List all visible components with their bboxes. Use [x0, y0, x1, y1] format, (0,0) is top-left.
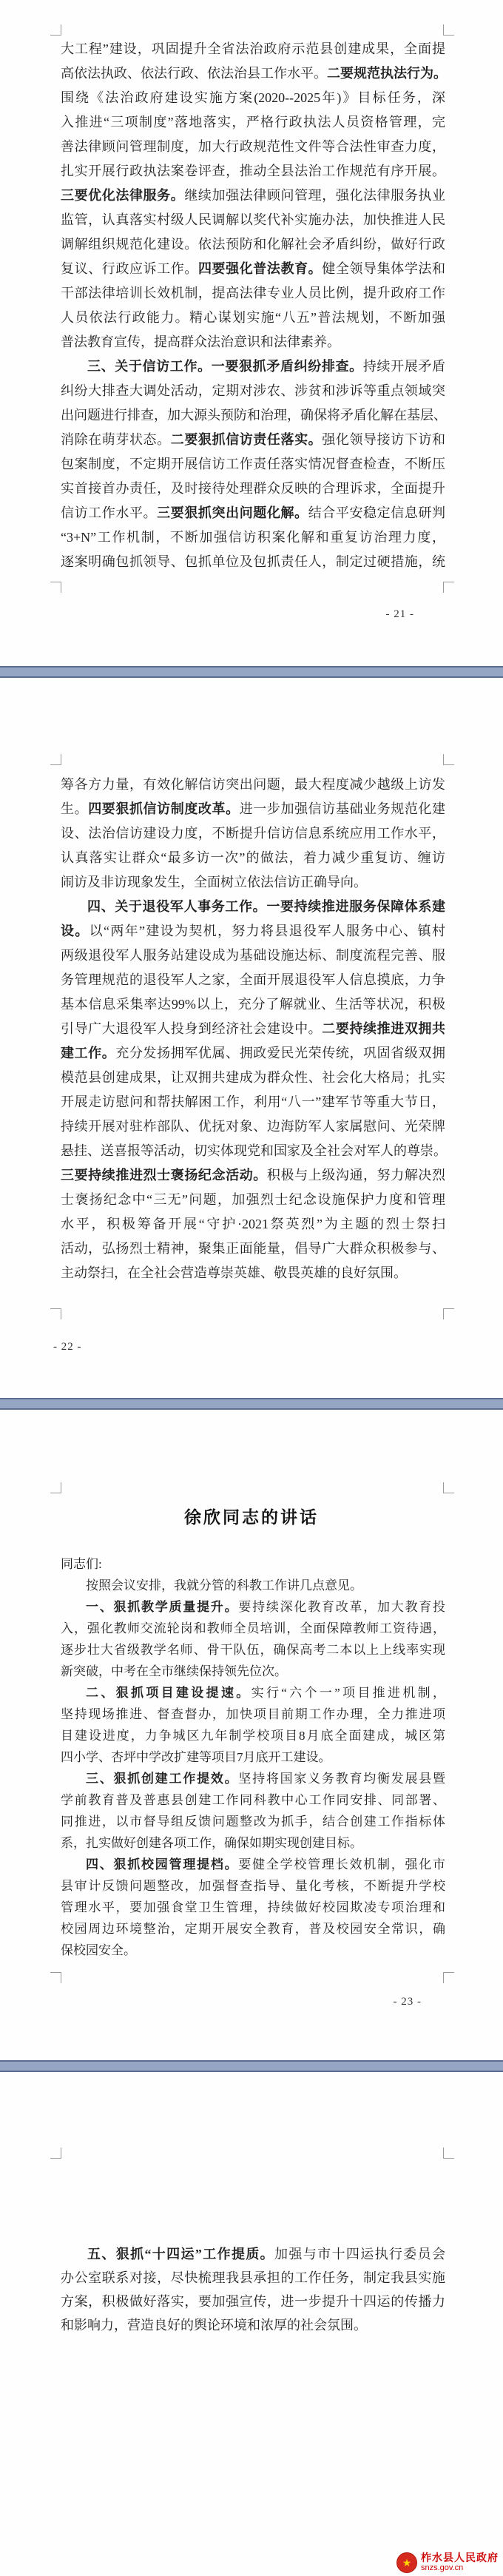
margin-corner-mark — [443, 754, 454, 765]
bold-heading-run: 二要持续推进双拥共 — [322, 1021, 446, 1036]
text-run: 和影响力，营造良好的舆论环境和浓厚的社会氛围。 — [61, 2318, 367, 2333]
speech-title: 徐欣同志的讲话 — [184, 1508, 319, 1527]
text-line — [61, 944, 445, 968]
site-watermark — [396, 2552, 499, 2573]
text-run: 活动，弘扬烈士精神，聚集正面能量，倡导广大群众积极参与、 — [61, 1241, 445, 1256]
bold-heading-run: 三、关于信访工作。一要狠抓矛盾纠纷排查。 — [87, 359, 363, 374]
text-run: 学前教育普及普惠县创建工作同科教中心工作同安排、同部署、 — [61, 1793, 445, 1807]
text-line — [61, 1596, 445, 1618]
text-run: 纠纷大排查大调处活动，定期对涉农、涉贫和涉诉等重点领域突 — [61, 383, 445, 398]
text-run: 两级退役军人服务站建设成为基础设施达标、制度流程完善、服 — [61, 948, 445, 963]
text-block — [61, 37, 445, 574]
text-line — [61, 232, 445, 257]
text-run: 务管理规范的退役军人之家，全面开展退役军人信息摸底，力争 — [61, 972, 445, 987]
text-run: 出问题进行排查，加大源头预防和治理，确保将矛盾化解在基层、 — [61, 408, 447, 423]
margin-corner-mark — [50, 1308, 61, 1319]
text-run: 生。 — [61, 801, 89, 816]
margin-corner-mark — [50, 582, 61, 593]
text-run: 办公室联系对接，尽快梳理我县承担的工作任务，制定我县实施 — [61, 2270, 445, 2285]
text-run: 消除在萌芽状态。 — [61, 432, 171, 447]
text-line — [61, 1618, 445, 1639]
text-line — [61, 1163, 445, 1188]
margin-corner-mark — [443, 582, 454, 593]
text-run: 信访工作水平。 — [61, 505, 158, 520]
page-separator — [0, 2060, 503, 2072]
text-run: 围绕《法治政府建设实施方案(2020--2025年)》目标任务，深 — [61, 90, 445, 105]
text-line — [61, 477, 445, 501]
margin-corner-mark — [443, 1972, 454, 1983]
page-number: - 23 - — [393, 1996, 422, 2008]
text-line — [61, 403, 445, 428]
text-run: 同推进，以市督导组反馈问题整改为抓手，结合创建工作指标体 — [61, 1815, 445, 1829]
text-line — [61, 1237, 445, 1261]
bold-heading-run: 一、狠抓教学质量提升。 — [86, 1600, 239, 1614]
text-line — [61, 379, 445, 403]
text-run: 坚持将国家义务教育均衡发展县暨 — [238, 1772, 446, 1786]
text-line — [61, 1017, 445, 1041]
page-separator — [0, 1398, 503, 1410]
text-run: 强化领导接访下访和 — [322, 432, 446, 447]
text-run: 县审计反馈问题整改，加强督查指导、量化考核，不断提升学校 — [61, 1879, 445, 1893]
text-line — [61, 1066, 445, 1090]
text-line — [61, 135, 445, 159]
text-line — [61, 1212, 445, 1237]
text-line — [61, 1575, 445, 1596]
text-run: 新突破，中考在全市继续保持领先位次。 — [61, 1664, 287, 1678]
margin-corner-mark — [443, 2148, 454, 2159]
text-line — [61, 550, 445, 574]
text-run: 系，扎实做好创建各项工作，确保如期实现创建目标。 — [61, 1836, 362, 1850]
margin-corner-mark — [50, 1482, 61, 1493]
document-page-22 — [0, 678, 503, 1398]
text-block — [61, 2242, 445, 2337]
text-line — [61, 1875, 445, 1897]
text-line — [61, 1188, 445, 1212]
text-run: 基本信息采集率达99%以上，充分了解就业、生活等状况，积极 — [61, 997, 445, 1012]
text-line — [61, 281, 445, 306]
margin-corner-mark — [50, 24, 61, 36]
text-run: 持续开展对驻柞部队、优抚对象、边海防军人家属慰问、光荣牌 — [61, 1119, 445, 1134]
margin-corner-mark — [50, 2148, 61, 2159]
text-line — [61, 870, 445, 895]
text-line — [61, 330, 445, 354]
text-run: 调解组织规范化建设。依法预防和化解社会矛盾纠纷，做好行政 — [61, 237, 445, 252]
document-page-21 — [0, 0, 503, 666]
bold-heading-run: 三要持续推进烈士褒扬纪念活动。 — [61, 1168, 267, 1183]
text-run: 闹访及非访现象发生，全面树立依法信访正确导向。 — [61, 875, 367, 890]
text-run: 校园周边环境整治，定期开展安全教育，普及校园安全常识，确 — [61, 1922, 445, 1936]
bold-heading-run: 三要优化法律服务。 — [61, 188, 185, 203]
text-run: 按照会议安排，我就分管的科教工作讲几点意见。 — [86, 1578, 362, 1593]
text-line — [61, 1940, 445, 1961]
text-run: 充分发扬拥军优属、拥政爱民光荣传统，巩固省级双拥 — [115, 1046, 446, 1060]
text-line — [61, 501, 445, 525]
text-run: 悬挂、送喜报等活动，切实体现党和国家及全社会对军人的尊崇。 — [61, 1143, 447, 1158]
text-line — [61, 2290, 445, 2313]
page-separator — [0, 666, 503, 678]
text-line — [61, 61, 445, 86]
text-line — [61, 821, 445, 846]
text-line — [61, 1854, 445, 1875]
bold-heading-run: 建工作。 — [61, 1046, 116, 1060]
text-line — [61, 919, 445, 944]
text-run: 管理水平，要加强食堂卫生管理，持续做好校园欺凌专项治理和 — [61, 1900, 445, 1914]
text-line — [61, 110, 445, 135]
text-line — [61, 1897, 445, 1918]
text-line — [61, 797, 445, 821]
text-run: 模范县创建成果，让双拥共建成为群众性、社会化大格局；扎实 — [61, 1070, 445, 1085]
text-run: 普法教育宣传，提高群众法治意识和法律素养。 — [61, 334, 340, 349]
text-line — [61, 1261, 445, 1285]
text-line — [61, 1114, 445, 1139]
text-line — [61, 992, 445, 1017]
text-run: 主动祭扫，在全社会营造尊崇英雄、敬畏英雄的良好氛围。 — [61, 1265, 407, 1280]
text-run: 实首接首办责任，及时接待处理群众反映的合理诉求，全面提升 — [61, 481, 445, 496]
text-run: 开展走访慰问和帮扶解困工作，利用“八一”建军节等重大节日， — [61, 1094, 445, 1109]
document-page-23 — [0, 1410, 503, 2060]
text-run: 继续加强法律顾问管理，强化法律服务执业 — [184, 188, 446, 203]
text-line — [61, 1768, 445, 1789]
national-emblem-icon: ★ — [396, 2552, 417, 2573]
text-run: 包案制度，不定期开展信访工作责任落实情况督查检查，不断压 — [61, 457, 445, 471]
bold-heading-run: 三、狠抓创建工作提效。 — [86, 1772, 239, 1786]
bold-heading-run: 二要狠抓信访责任落实。 — [170, 432, 323, 447]
text-run: 大工程”建设，巩固提升全省法治政府示范县创建成果，全面提 — [61, 41, 445, 56]
text-run: 复议、行政应诉工作。 — [61, 261, 198, 276]
text-run: 监管，认真落实村级人民调解以奖代补实施办法，加快推进人民 — [61, 212, 445, 227]
text-run: 人员依法行政能力。精心谋划实施“八五”普法规划，不断加强 — [61, 310, 445, 325]
text-line — [61, 1139, 445, 1163]
text-run: “3+N”工作机制，不断加强信访积案化解和重复访治理力度， — [61, 530, 445, 545]
text-line — [61, 184, 445, 208]
text-run: 进一步加强信访基础业务规范化建 — [239, 801, 446, 816]
text-line — [61, 257, 445, 281]
margin-corner-mark — [443, 1482, 454, 1493]
text-line — [61, 1789, 445, 1811]
text-run: 逐案明确包抓领导、包抓单位及包抓责任人，制定过硬措施，统 — [61, 554, 445, 569]
document-page-24 — [0, 2072, 503, 2576]
page-number: - 21 - — [385, 608, 414, 620]
text-line — [61, 1041, 445, 1066]
bold-heading-run: 二、狠抓项目建设提速。 — [86, 1686, 252, 1700]
bold-heading-run: 四、关于退役军人事务工作。一要持续推进服务保障体系建 — [87, 899, 445, 914]
text-line — [61, 428, 445, 452]
text-run: 入，强化教师交流轮岗和教师全员培训，全面保障教师工资待遇， — [61, 1621, 445, 1635]
text-line — [61, 1918, 445, 1940]
text-run: 筹各方力量，有效化解信访突出问题，最大程度减少越级上访发 — [61, 777, 445, 792]
text-line — [61, 1811, 445, 1832]
text-line — [61, 1639, 445, 1661]
text-line — [61, 37, 445, 61]
text-line — [61, 1661, 445, 1682]
text-line — [61, 525, 445, 550]
text-run: 干部法律培训长效机制，提高法律专业人员比例，提升政府工作 — [61, 286, 445, 300]
text-run: 目建设进度，力争城区九年制学校项目8月底全面建成，城区第 — [61, 1729, 445, 1743]
text-line — [61, 86, 445, 110]
text-run: 持续开展矛盾 — [362, 359, 446, 374]
text-run: 坚持现场推进、督查督办，加快项目前期工作办理，全力推进项 — [61, 1707, 445, 1721]
watermark-url: snzs.gov.cn — [421, 2563, 464, 2573]
bold-heading-run: 设。 — [61, 924, 90, 938]
text-run: 要健全学校管理长效机制，强化市 — [238, 1857, 446, 1872]
text-run: 逐步壮大省级教学名师、骨干队伍，确保高考二本以上上线率实现 — [61, 1643, 445, 1657]
text-run: 积极与上级沟通，努力解决烈 — [266, 1168, 446, 1183]
page-number: - 22 - — [53, 1341, 82, 1353]
bold-heading-run: 四、狠抓校园管理提档。 — [86, 1857, 239, 1872]
text-run: 加强与市十四运执行委员会 — [274, 2247, 446, 2261]
margin-corner-mark — [443, 1308, 454, 1319]
text-line — [61, 1090, 445, 1114]
text-line — [61, 1746, 445, 1768]
text-line — [61, 159, 445, 184]
margin-corner-mark — [50, 1972, 61, 1983]
text-run: 水平，积极筹备开展“守护·2021祭英烈”为主题的烈士祭扫 — [61, 1217, 445, 1231]
text-run: 结合平安稳定信息研判 — [308, 505, 446, 520]
text-run: 高依法执政、依法行政、依法治县工作水平。 — [61, 66, 327, 81]
text-run: 认真落实让群众“最多访一次”的做法，着力减少重复访、缠访 — [61, 850, 445, 865]
text-run: 同志们: — [61, 1557, 102, 1571]
text-line — [61, 1832, 445, 1854]
bold-heading-run: 四要狠抓信访制度改革。 — [88, 801, 240, 816]
text-line — [61, 306, 445, 330]
text-run: 实行“六个一”项目推进机制， — [251, 1686, 445, 1700]
margin-corner-mark — [443, 24, 454, 36]
text-line — [61, 968, 445, 992]
text-run: 要持续深化教育改革，加大教育投 — [238, 1600, 446, 1614]
text-line — [61, 1704, 445, 1725]
text-line — [61, 208, 445, 232]
text-run: 四小学、杏坪中学改扩建等项目7月底开工建设。 — [61, 1750, 331, 1764]
text-line — [61, 2242, 445, 2266]
text-block — [61, 773, 445, 1285]
watermark-org-name: 柞水县人民政府 — [421, 2552, 499, 2564]
text-line — [61, 1553, 445, 1575]
text-line — [61, 773, 445, 797]
text-run: 方案，积极做好落实，要加强宣传，进一步提升十四运的传播力 — [61, 2294, 445, 2309]
text-line — [61, 2313, 445, 2337]
text-run: 保校园安全。 — [61, 1943, 136, 1957]
text-line — [61, 895, 445, 919]
text-run: 扎实开展行政执法案卷评查，推动全县法治工作规范有序开展。 — [61, 164, 445, 178]
text-line — [61, 1725, 445, 1746]
watermark-text — [421, 2552, 499, 2573]
text-line — [61, 846, 445, 870]
text-run: 健全领导集体学法和 — [322, 261, 446, 276]
text-run: 入推进“三项制度”落地落实，严格行政执法人员资格管理，完 — [61, 115, 445, 130]
text-run: 引导广大退役军人投身到经济社会建设中。 — [61, 1021, 323, 1036]
text-run: 以“两年”建设为契机，努力将县退役军人服务中心、镇村 — [89, 924, 445, 938]
margin-corner-mark — [50, 754, 61, 765]
text-run: 士褒扬纪念中“三无”问题，加强烈士纪念设施保护力度和管理 — [61, 1192, 445, 1207]
text-run: 善法律顾问管理制度，加大行政规范性文件等合法性审查力度， — [61, 139, 445, 154]
bold-heading-run: 四要强化普法教育。 — [198, 261, 323, 276]
bold-heading-run: 三要狠抓突出问题化解。 — [157, 505, 308, 520]
text-line — [61, 1682, 445, 1704]
text-run: 设、法治信访建设力度，不断提升信访信息系统应用工作水平， — [61, 826, 445, 841]
bold-heading-run: 五、狠抓“十四运”工作提质。 — [87, 2247, 275, 2261]
text-block — [61, 1553, 445, 1961]
text-line — [61, 354, 445, 379]
text-line — [61, 2266, 445, 2290]
text-line — [61, 452, 445, 477]
bold-heading-run: 二要规范执法行为。 — [327, 66, 447, 81]
